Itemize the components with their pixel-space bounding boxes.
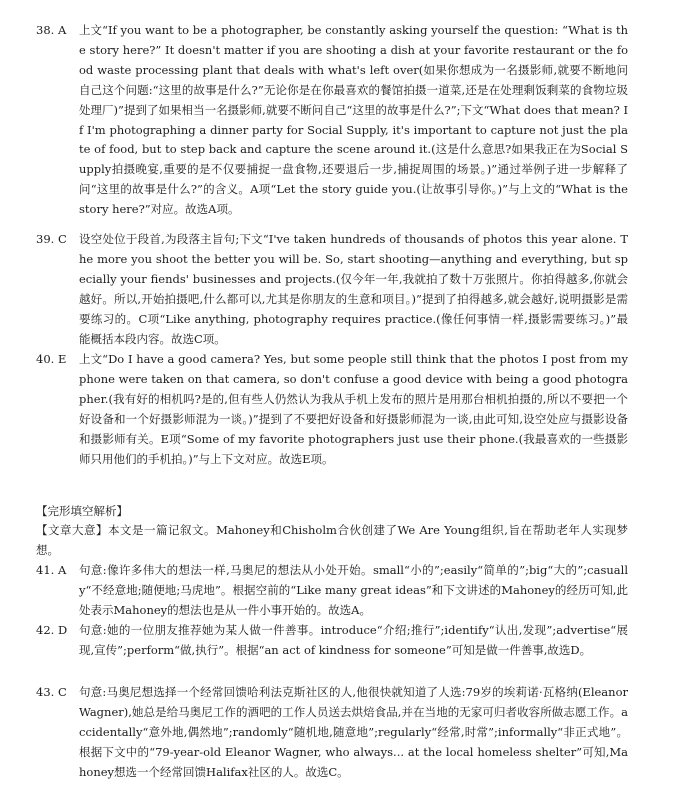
answer-explanation: 句意:她的一位朋友推荐她为某人做一件善事。introduce“介绍;推行”;identify“认出,发现”;advertise“展现,宣传”;perform“做,执行”。根据“an act of kindness for someone”可知是做一件善事,故选D。 (79, 623, 628, 657)
answer-explanation: 上文“Do I have a good camera? Yes, but some people still think that the photos I post from my phone were taken on that camera, so don't confuse a good device with being a good photographer.(我有好的相机吗?是的,但有些人仍然认为我从手机上发布的照片是用那台相机拍摄的,所以不要把一个好设备和一个好摄影师混为一谈。)”提到了不要把好设备和好摄影师混为一谈,由此可知,设空处应与摄影设备和摄影师有关。E项“Some of my favorite photographers just use their phone.(我最喜欢的一些摄影师只用他们的手机拍。)”与上下文对应。故选E项。 (79, 352, 628, 466)
answer-number: 39. C (36, 232, 67, 246)
answer-40 (36, 350, 628, 469)
answer-number: 41. A (36, 563, 67, 577)
answer-number: 38. A (36, 23, 67, 37)
answer-number: 43. C (36, 685, 67, 699)
answer-42 (36, 621, 628, 661)
answer-explanation: 句意:像许多伟大的想法一样,马奥尼的想法从小处开始。small“小的”;easily“简单的”;big“大的”;casually“不经意地;随便地;马虎地”。根据空前的“Like many great ideas”和下文讲述的Mahoney的经历可知,此处表示Mahoney的想法也是从一件小事开始的。故选A。 (79, 563, 628, 617)
cloze-section-title: 【完形填空解析】 (36, 504, 128, 518)
answer-explanation: 上文“If you want to be a photographer, be constantly asking yourself the question: “What is the story here?” It doesn't matter if you are shooting a dish at your favorite restaurant or the food waste processing plant that deals with what's left over(如果你想成为一名摄影师,就要不断地问自己这个问题:“这里的故事是什么?”无论你是在你最喜欢的餐馆拍摄一道菜,还是在处理剩饭剩菜的食物垃圾处理厂)”提到了如果相当一名摄影师,就要不断问自己“这里的故事是什么?”;下文“What does that mean? If I'm photographing a dinner party for Social Supply, it's important to capture not just the plate of food, but to step back and capture the scene around it.(这是什么意思?如果我正在为Social Supply拍摄晚宴,重要的是不仅要捕捉一盘食物,还要退后一步,捕捉周围的场景。)”通过举例子进一步解释了问“这里的故事是什么?”的含义。A项“Let the story guide you.(让故事引导你。)”与上文的“What is the story here?”对应。故选A项。 (79, 23, 628, 217)
article-summary: 【文章大意】本文是一篇记叙文。Mahoney和Chisholm合伙创建了We Are Young组织,旨在帮助老年人实现梦想。 (36, 523, 628, 557)
answer-38 (36, 21, 628, 220)
answer-43 (36, 683, 628, 783)
answer-explanation: 句意:马奥尼想选择一个经常回馈哈利法克斯社区的人,他很快就知道了人选:79岁的埃莉诺·瓦格纳(Eleanor Wagner),她总是给马奥尼工作的酒吧的工作人员送去烘焙食品,并在当地的无家可归者收容所做志愿工作。accidentally“意外地,偶然地”;randomly“随机地,随意地”;regularly“经常,时常”;informally“非正式地”。根据下文中的“79-year-old Eleanor Wagner, who always... at the local homeless shelter”可知,Mahoney想选一个经常回馈Halifax社区的人。故选C。 (79, 685, 628, 779)
answer-number: 40. E (36, 352, 67, 366)
answer-number: 42. D (36, 623, 68, 637)
answer-39 (36, 230, 628, 349)
answer-41 (36, 561, 628, 621)
answer-explanation: 设空处位于段首,为段落主旨句;下文“I've taken hundreds of thousands of photos this year alone. The more you shoot the better you will be. So, start shooting—anything and everything, but specially your fiends' businesses and projects.(仅今年一年,我就拍了数十万张照片。你拍得越多,你就会越好。所以,开始拍摄吧,什么都可以,尤其是你朋友的生意和项目。)”提到了拍得越多,就会越好,说明摄影是需要练习的。C项“Like anything, photography requires practice.(像任何事情一样,摄影需要练习。)”最能概括本段内容。故选C项。 (79, 232, 628, 346)
